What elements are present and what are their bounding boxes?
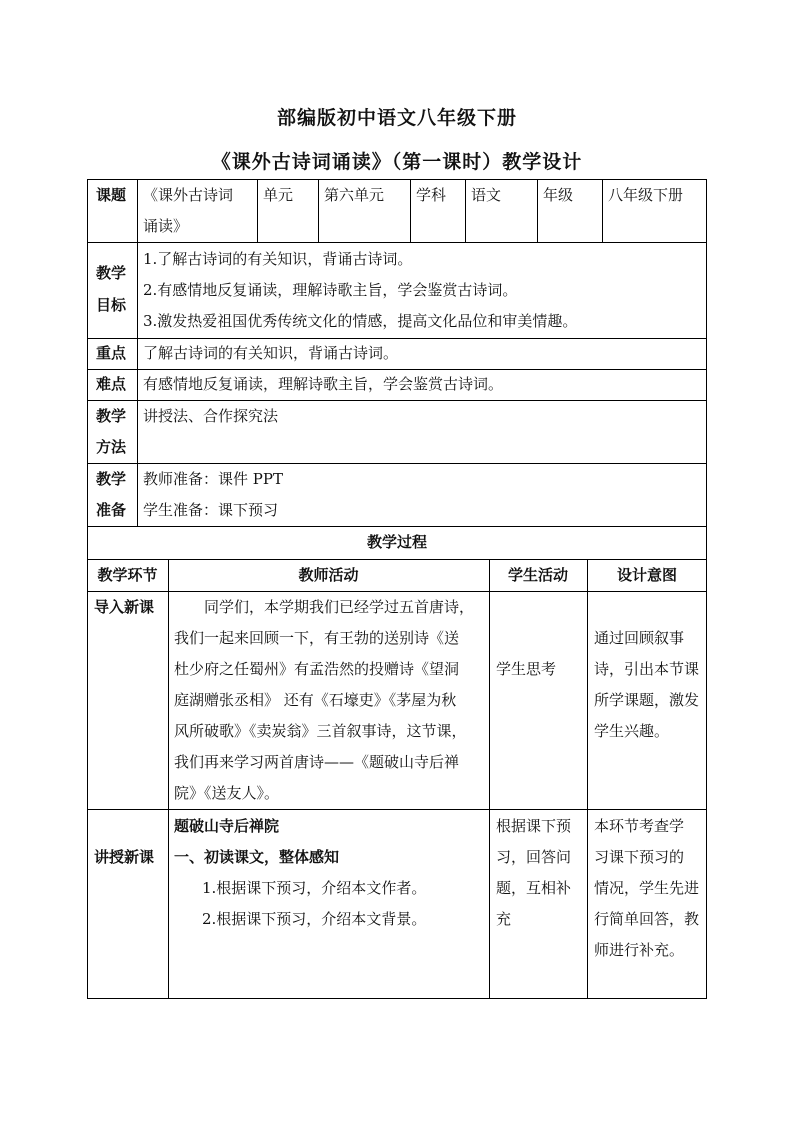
student-line: 题，互相补 [496,879,572,897]
teacher-item: 2.根据课下预习，介绍本文背景。 [202,910,427,928]
page-title: 部编版初中语文八年级下册 [276,107,517,129]
intent-line: 诗，引出本节课 [594,660,700,678]
student-line: 习，回答问 [496,848,572,866]
intent-line: 师进行补充。 [594,941,685,959]
header-stage: 教学环节 [97,566,158,584]
label-subject: 学科 [416,186,447,204]
intent-line: 本环节考查学 [594,817,685,835]
label-method-line2: 方法 [96,438,127,456]
label-goals-line1: 教学 [96,264,127,282]
teacher-text-line: 庭湖赠张丞相》 还有《石壕吏》《茅屋为秋 [174,691,457,709]
unit-value: 第六单元 [324,186,385,204]
teacher-text-line: 同学们，本学期我们已经学过五首唐诗， [174,598,475,616]
intent-line: 通过回顾叙事 [594,629,685,647]
label-key-point: 重点 [96,344,127,362]
intent-line: 所学课题，激发 [594,691,700,709]
teacher-text-line: 杜少府之任蜀州》有孟浩然的投赠诗《望洞 [174,660,460,678]
header-teacher-activity: 教师活动 [298,566,359,584]
label-prep-line1: 教学 [96,470,127,488]
topic-value-line2: 诵读》 [143,217,189,235]
method-text: 讲授法、合作探究法 [143,407,279,425]
student-activity-intro: 学生思考 [496,660,557,678]
student-line: 根据课下预 [496,817,572,835]
section-heading: 一、初读课文，整体感知 [174,848,340,866]
label-prep-line2: 准备 [96,501,127,519]
teacher-item: 1.根据课下预习，介绍本文作者。 [202,879,427,897]
page-subtitle: 《课外古诗词诵读》（第一课时）教学设计 [211,151,583,173]
header-student-activity: 学生活动 [507,566,568,584]
student-line: 充 [496,910,512,928]
teacher-text-line: 我们再来学习两首唐诗——《题破山寺后禅 [174,753,460,771]
grade-value: 八年级下册 [608,186,684,204]
intent-line: 习课下预习的 [594,848,685,866]
teacher-text-line: 风所破歌》《卖炭翁》三首叙事诗，这节课， [174,722,467,740]
student-prep: 学生准备：课下预习 [143,501,279,519]
difficulty-text: 有感情地反复诵读，理解诗歌主旨，学会鉴赏古诗词。 [143,375,504,393]
intent-line: 情况，学生先进 [594,879,700,897]
subject-value: 语文 [471,186,502,204]
label-grade: 年级 [543,186,574,204]
label-difficulty: 难点 [96,375,127,393]
goal-item-1: 1.了解古诗词的有关知识，背诵古诗词。 [143,250,413,268]
intent-line: 学生兴趣。 [594,722,670,740]
stage-intro: 导入新课 [94,598,155,616]
label-goals-line2: 目标 [96,296,127,314]
process-heading: 教学过程 [366,533,427,551]
teacher-text-line: 我们一起来回顾一下，有王勃的送别诗《送 [174,629,460,647]
key-point-text: 了解古诗词的有关知识，背诵古诗词。 [143,344,399,362]
label-method-line1: 教学 [96,407,127,425]
stage-new-lesson: 讲授新课 [94,848,155,866]
goal-item-2: 2.有感情地反复诵读，理解诗歌主旨，学会鉴赏古诗词。 [143,281,518,299]
poem-title: 题破山寺后禅院 [174,817,280,835]
header-design-intent: 设计意图 [616,566,677,584]
teacher-prep: 教师准备：课件 PPT [143,470,283,488]
intent-line: 行简单回答，教 [594,910,700,928]
label-unit: 单元 [263,186,294,204]
goal-item-3: 3.激发热爱祖国优秀传统文化的情感，提高文化品位和审美情趣。 [143,312,578,330]
topic-value-line1: 《课外古诗词 [143,186,234,204]
label-topic: 课题 [96,186,127,204]
teacher-text-line: 院》《送友人》。 [174,784,280,802]
